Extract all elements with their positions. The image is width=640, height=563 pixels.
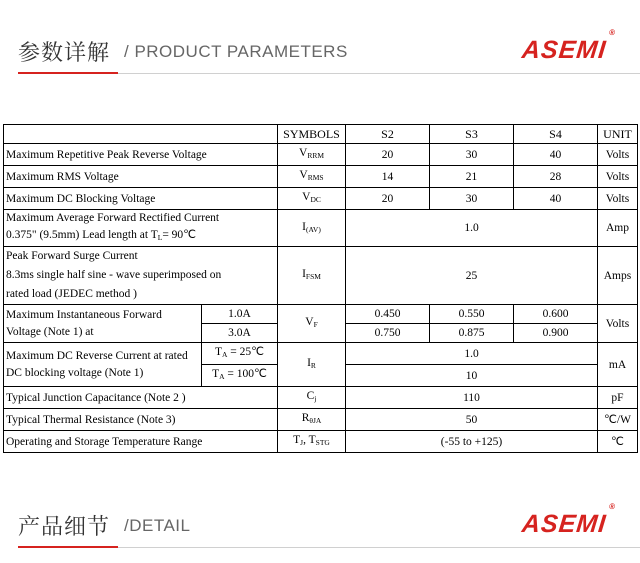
value-s4: 28 [514, 166, 598, 188]
value-all: 10 [346, 365, 598, 387]
accent-underline [18, 72, 118, 74]
symbol: $I_R$ [278, 343, 346, 387]
table-row [4, 387, 638, 409]
value-s2: 14 [346, 166, 430, 188]
table-row [4, 343, 638, 365]
symbol: $V_{RMS}$ [278, 166, 346, 188]
symbol: $V_{RRM}$ [278, 144, 346, 166]
unit: Volts [598, 305, 638, 343]
logo-text: ASEMI [520, 36, 608, 64]
param-name: Typical Junction Capacitance (Note 2 ) [4, 387, 278, 409]
unit: mA [598, 343, 638, 387]
symbol: $I_{(AV)}$ [278, 210, 346, 247]
unit: Volts [598, 144, 638, 166]
unit: ℃ [598, 431, 638, 453]
table-row [4, 166, 638, 188]
symbol: $V_{DC}$ [278, 188, 346, 210]
param-name: Maximum Instantaneous Forward Voltage (Note 1) at [4, 305, 202, 343]
table-row [4, 431, 638, 453]
logo-text: ASEMI [520, 510, 608, 538]
unit: pF [598, 387, 638, 409]
condition: $T_A$ = 100℃ [202, 365, 278, 387]
condition: $T_A$ = 25℃ [202, 343, 278, 365]
value-s2: 20 [346, 144, 430, 166]
value-s4: 40 [514, 188, 598, 210]
value-all: (-55 to +125) [346, 431, 598, 453]
value-all: 1.0 [346, 343, 598, 365]
value-s2: 20 [346, 188, 430, 210]
value-all: 25 [346, 247, 598, 305]
param-name: Peak Forward Surge Current 8.3ms single half sine - wave superimposed on rated load (JEDEC method ) [4, 247, 278, 305]
table-header-row [4, 125, 638, 144]
divider-line [118, 547, 640, 548]
table-row [4, 409, 638, 431]
param-name: Typical Thermal Resistance (Note 3) [4, 409, 278, 431]
unit: Volts [598, 188, 638, 210]
unit: Volts [598, 166, 638, 188]
section-title-en: / PRODUCT PARAMETERS [124, 42, 348, 61]
symbol: $R_{\theta JA}$ [278, 409, 346, 431]
unit: ℃/W [598, 409, 638, 431]
value-s3: 30 [430, 188, 514, 210]
trademark-mark: ® [608, 501, 617, 511]
value-s3: 0.550 [430, 305, 514, 324]
section-header-parameters [0, 0, 640, 70]
asemi-logo [520, 501, 617, 539]
unit: Amps [598, 247, 638, 305]
condition: 3.0A [202, 324, 278, 343]
section-title-cn: 参数详解 [18, 41, 111, 66]
table-row [4, 305, 638, 324]
header-s3: S3 [430, 125, 514, 144]
param-name: Maximum Repetitive Peak Reverse Voltage [4, 144, 278, 166]
asemi-logo [520, 27, 617, 65]
table-row [4, 188, 638, 210]
section-title-cn: 产品细节 [18, 515, 111, 540]
symbol: $V_F$ [278, 305, 346, 343]
divider-line [118, 73, 640, 74]
trademark-mark: ® [608, 27, 617, 37]
param-name: Maximum Average Forward Rectified Current 0.375" (9.5mm) Lead length at $T_L=$ 90℃ [4, 210, 278, 247]
symbol: $T_J$, $T_{STG}$ [278, 431, 346, 453]
value-all: 50 [346, 409, 598, 431]
symbol: $I_{FSM}$ [278, 247, 346, 305]
value-s3: 21 [430, 166, 514, 188]
value-s4: 0.900 [514, 324, 598, 343]
header-symbols: SYMBOLS [278, 125, 346, 144]
header-s4: S4 [514, 125, 598, 144]
value-s4: 40 [514, 144, 598, 166]
value-s4: 0.600 [514, 305, 598, 324]
accent-underline [18, 546, 118, 548]
header-unit: UNIT [598, 125, 638, 144]
parameters-table [3, 124, 638, 453]
param-name: Operating and Storage Temperature Range [4, 431, 278, 453]
table-row [4, 247, 638, 305]
header-s2: S2 [346, 125, 430, 144]
header-blank [4, 125, 278, 144]
table-row [4, 144, 638, 166]
value-all: 1.0 [346, 210, 598, 247]
unit: Amp [598, 210, 638, 247]
section-header-detail [0, 490, 640, 560]
value-s3: 30 [430, 144, 514, 166]
param-name: Maximum DC Blocking Voltage [4, 188, 278, 210]
value-s2: 0.450 [346, 305, 430, 324]
symbol: $C_j$ [278, 387, 346, 409]
table-row [4, 210, 638, 247]
section-title-en: /DETAIL [124, 516, 191, 535]
value-s2: 0.750 [346, 324, 430, 343]
param-name: Maximum DC Reverse Current at rated DC blocking voltage (Note 1) [4, 343, 202, 387]
value-s3: 0.875 [430, 324, 514, 343]
value-all: 110 [346, 387, 598, 409]
condition: 1.0A [202, 305, 278, 324]
param-name: Maximum RMS Voltage [4, 166, 278, 188]
